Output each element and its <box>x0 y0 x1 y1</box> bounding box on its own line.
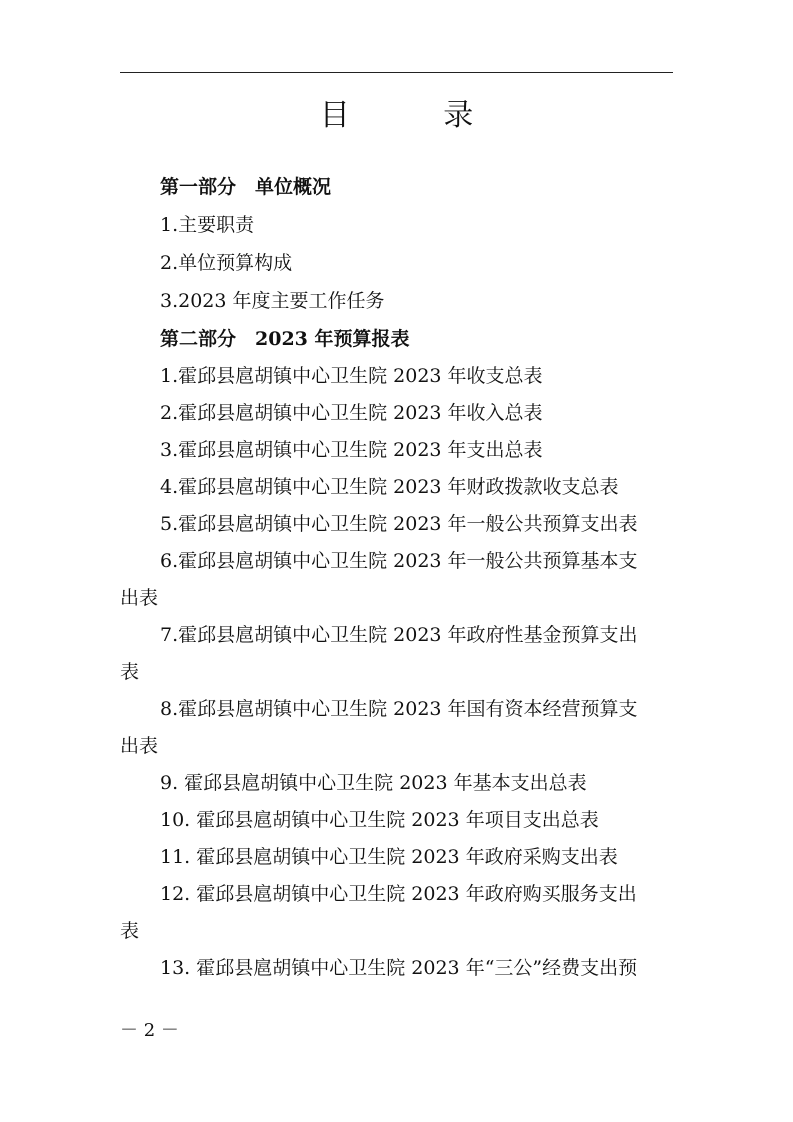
toc-item: 7.霍邱县扈胡镇中心卫生院 2023 年政府性基金预算支出 <box>160 624 638 646</box>
toc-item-continuation: 表 <box>120 661 140 683</box>
toc-item: 13. 霍邱县扈胡镇中心卫生院 2023 年“三公”经费支出预 <box>160 957 638 979</box>
toc-item: 12. 霍邱县扈胡镇中心卫生院 2023 年政府购买服务支出 <box>160 883 637 905</box>
toc-item-continuation: 出表 <box>120 587 159 609</box>
toc-item: 4.霍邱县扈胡镇中心卫生院 2023 年财政拨款收支总表 <box>160 476 619 498</box>
toc-item: 5.霍邱县扈胡镇中心卫生院 2023 年一般公共预算支出表 <box>160 513 638 535</box>
toc-item: 2.单位预算构成 <box>160 252 293 274</box>
toc-item: 9. 霍邱县扈胡镇中心卫生院 2023 年基本支出总表 <box>160 772 587 794</box>
toc-item: 1.主要职责 <box>160 214 255 236</box>
toc-item: 2.霍邱县扈胡镇中心卫生院 2023 年收入总表 <box>160 402 543 424</box>
toc-item: 1.霍邱县扈胡镇中心卫生院 2023 年收支总表 <box>160 365 543 387</box>
header-rule <box>120 72 673 73</box>
toc-part2-heading: 第二部分 2023 年预算报表 <box>160 328 410 350</box>
toc-item-continuation: 表 <box>120 920 140 942</box>
toc-item: 6.霍邱县扈胡镇中心卫生院 2023 年一般公共预算基本支 <box>160 550 638 572</box>
page-number: － 2 － <box>120 1020 179 1041</box>
toc-item-continuation: 出表 <box>120 735 159 757</box>
toc-item: 3.2023 年度主要工作任务 <box>160 290 385 312</box>
toc-item: 11. 霍邱县扈胡镇中心卫生院 2023 年政府采购支出表 <box>160 846 618 868</box>
page-title: 目 录 <box>319 98 516 133</box>
toc-item: 8.霍邱县扈胡镇中心卫生院 2023 年国有资本经营预算支 <box>160 698 638 720</box>
toc-item: 10. 霍邱县扈胡镇中心卫生院 2023 年项目支出总表 <box>160 809 599 831</box>
toc-part1-heading: 第一部分 单位概况 <box>160 176 332 198</box>
toc-item: 3.霍邱县扈胡镇中心卫生院 2023 年支出总表 <box>160 439 543 461</box>
